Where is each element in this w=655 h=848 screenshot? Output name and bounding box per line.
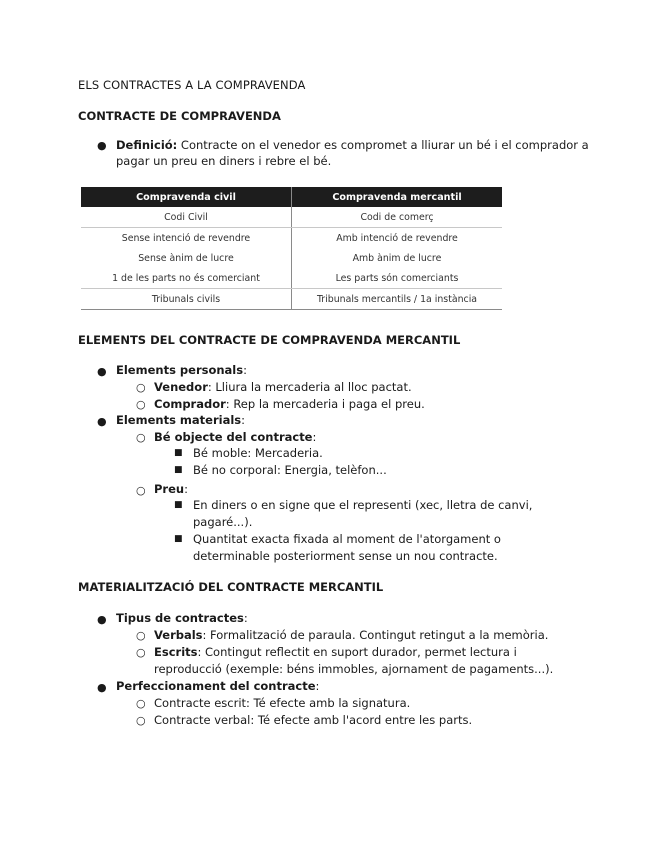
table-cell: Les parts són comerciants: [292, 268, 503, 289]
perfection-verbal-line: Contracte verbal: Té efecte amb l'acord entre les parts.: [154, 713, 473, 727]
bullet-square: ■: [174, 465, 183, 475]
verbal-text: : Formalització de paraula. Contingut retingut a la memòria.: [202, 628, 549, 642]
price-amount-line-1: Quantitat exacta fixada al moment de l'atorgament o: [193, 532, 501, 546]
table-row: [81, 289, 502, 310]
definition-text: Contracte on el venedor es compromet a lliurar un bé i el comprador a: [177, 138, 589, 152]
comparison-table: [81, 187, 502, 310]
colon: :: [243, 611, 248, 625]
material-elements-label: Elements materials: [116, 413, 242, 427]
colon: :: [241, 413, 245, 427]
buyer-line: [154, 396, 425, 413]
bullet-disc: ●: [97, 139, 107, 152]
material-elements-line: [116, 412, 245, 429]
written-text: : Contingut reflectit en suport durador, permet lectura i: [197, 645, 517, 659]
price-money-line-1: En diners o en signe que el representi (xec, lletra de canvi,: [193, 498, 533, 512]
table-row: [81, 248, 502, 268]
seller-text: : Lliura la mercaderia al lloc pactat.: [207, 380, 412, 394]
table-cell: Tribunals civils: [81, 289, 292, 310]
verbal-label: Verbals: [154, 628, 203, 642]
section-heading-elements: ELEMENTS DEL CONTRACTE DE COMPRAVENDA MERCANTIL: [78, 333, 461, 347]
section-heading-compravenda: CONTRACTE DE COMPRAVENDA: [78, 109, 281, 123]
buyer-label: Comprador: [154, 397, 226, 411]
bullet-square: ■: [174, 534, 183, 544]
verbal-line: [154, 627, 548, 644]
bullet-circle: ○: [136, 381, 146, 394]
table-row: [81, 228, 502, 249]
object-label: Bé objecte del contracte: [154, 430, 313, 444]
perfection-label: Perfeccionament del contracte: [116, 679, 316, 693]
movable-good-line: Bé moble: Mercaderia.: [193, 446, 323, 460]
seller-label: Venedor: [154, 380, 208, 394]
bullet-circle: ○: [136, 646, 146, 659]
table-cell: Tribunals mercantils / 1a instància: [292, 289, 503, 310]
bullet-disc: ●: [97, 365, 107, 378]
bullet-circle: ○: [136, 629, 146, 642]
table-cell: Codi Civil: [81, 207, 292, 228]
bullet-disc: ●: [97, 681, 107, 694]
buyer-text: : Rep la mercaderia i paga el preu.: [225, 397, 425, 411]
table-cell: Amb ànim de lucre: [352, 252, 442, 264]
intangible-good-line: Bé no corporal: Energia, telèfon...: [193, 463, 387, 477]
colon: :: [243, 363, 247, 377]
bullet-circle: ○: [136, 484, 146, 497]
bullet-circle: ○: [136, 398, 146, 411]
definition-line-1: [116, 137, 589, 154]
written-line-1: [154, 644, 517, 661]
perfection-written-line: Contracte escrit: Té efecte amb la signatura.: [154, 696, 411, 710]
written-label: Escrits: [154, 645, 198, 659]
table-row: [81, 207, 502, 228]
table-cell: Sense intenció de revendre: [81, 228, 292, 249]
definition-line-2: pagar un preu en diners i rebre el bé.: [116, 154, 332, 168]
perfection-line: [116, 678, 319, 695]
personal-elements-label: Elements personals: [116, 363, 244, 377]
personal-elements-line: [116, 362, 247, 379]
contract-types-label: Tipus de contractes: [116, 611, 244, 625]
bullet-circle: ○: [136, 431, 146, 444]
price-line: [154, 481, 188, 498]
table-header-civil: Compravenda civil: [81, 187, 292, 207]
object-line: [154, 429, 316, 446]
table-cell: 1 de les parts no és comerciant: [81, 268, 292, 289]
section-heading-materialitzacio: MATERIALITZACIÓ DEL CONTRACTE MERCANTIL: [78, 580, 384, 594]
seller-line: [154, 379, 412, 396]
table-cell: Sense ànim de lucre: [81, 248, 292, 268]
written-line-2: reproducció (exemple: béns immobles, ajornament de pagaments...).: [154, 662, 554, 676]
bullet-disc: ●: [97, 415, 107, 428]
bullet-circle: ○: [136, 697, 146, 710]
table-cell: Codi de comerç: [292, 207, 503, 228]
table-header-mercantil: Compravenda mercantil: [292, 187, 503, 207]
table-row: [81, 268, 502, 289]
table-header-row: [81, 187, 502, 207]
colon: :: [312, 430, 317, 444]
contract-types-line: [116, 610, 248, 627]
definition-label: Definició:: [116, 138, 178, 152]
price-label: Preu: [154, 482, 185, 496]
document-title: ELS CONTRACTES A LA COMPRAVENDA: [78, 78, 306, 92]
bullet-circle: ○: [136, 714, 146, 727]
price-amount-line-2: determinable posteriorment sense un nou contracte.: [193, 549, 498, 563]
table-cell: Amb intenció de revendre: [336, 232, 458, 244]
colon: :: [315, 679, 320, 693]
bullet-disc: ●: [97, 613, 107, 626]
price-money-line-2: pagaré...).: [193, 515, 253, 529]
bullet-square: ■: [174, 500, 183, 510]
colon: :: [184, 482, 188, 496]
bullet-square: ■: [174, 448, 183, 458]
